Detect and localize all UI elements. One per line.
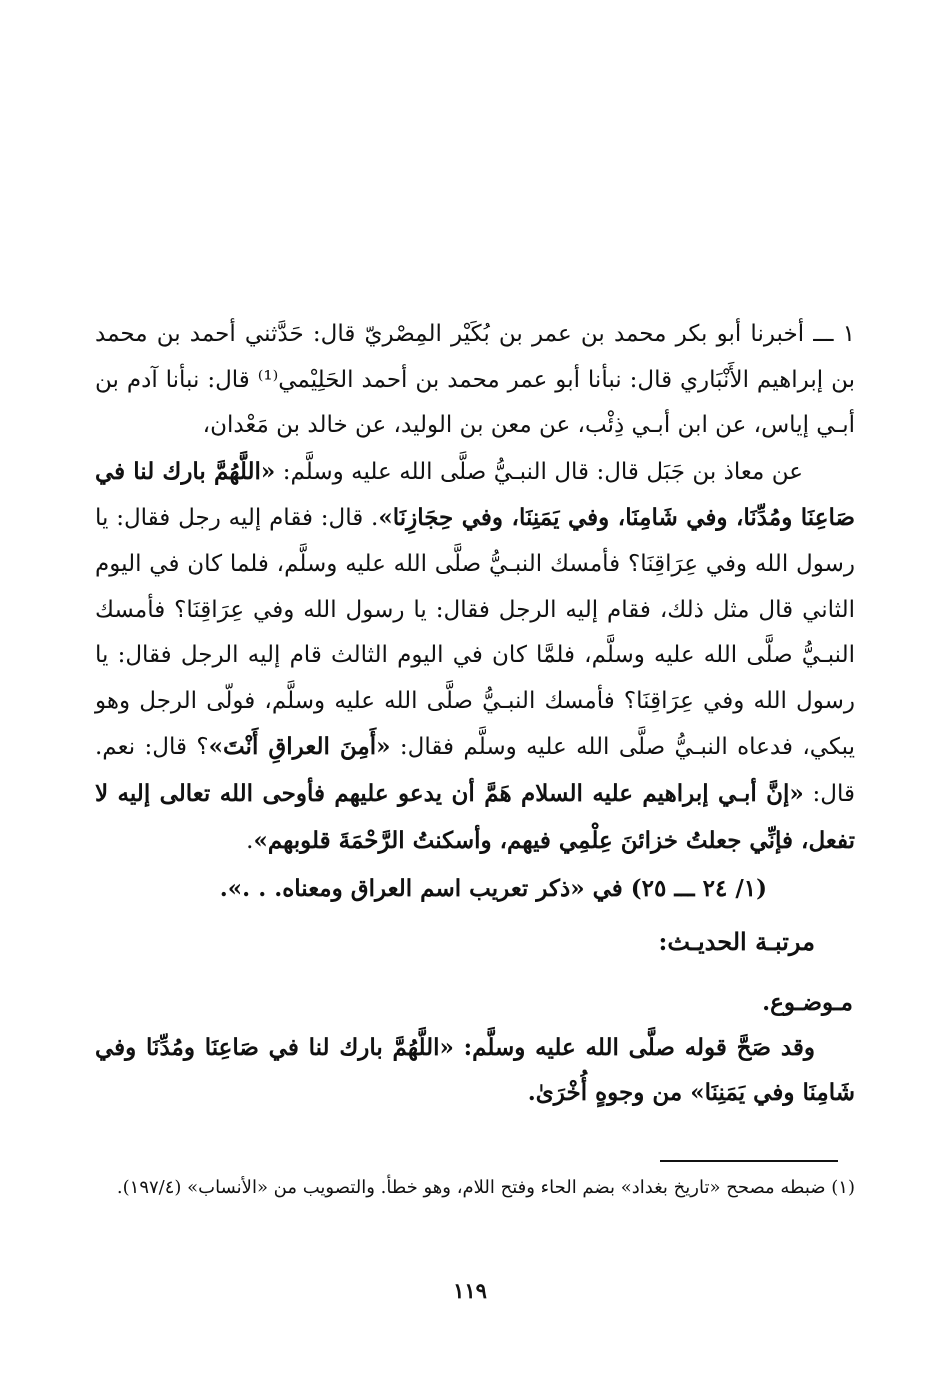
matn-intro: عن معاذ بن جَبَل قال: قال النبـيُّ صلَّى الله عليه وسلَّم: <box>275 458 804 485</box>
grade-heading: مرتبـة الحديـث: <box>658 927 815 957</box>
footnote-divider <box>660 1160 838 1162</box>
grade-note: وقد صَحَّ قوله صلَّى الله عليه وسلَّم: «اللَّهُمَّ بارك لنا في صَاعِنَا ومُدِّنَا وفي شَامِنَا وفي يَمَنِنَا» من وجوهٍ أُخْرَىٰ. <box>95 1034 855 1107</box>
hadith-matn <box>95 449 855 864</box>
matn-question: «أَمِنَ العراقِ أَنْتَ» <box>208 733 391 761</box>
hadith-isnad: ١ ـــ أخبرنا أبو بكر محمد بن عمر بن بُكَيْر المِصْريّ قال: حَدَّثني أحمد بن محمد بن إبراهيم الأَنْبَاري قال: نبأنا أبو عمر محمد بن أحمد الحَلِيْمي⁽¹⁾ قال: نبأنا آدم بن أبـي إياس، عن ابن أبـي ذِئْب، عن معن بن الوليد، عن خالد بن مَعْدان، <box>95 321 855 439</box>
page-body <box>95 312 855 1115</box>
matn-rest: . قال: فقام إليه رجل فقال: يا رسول الله وفي عِرَاقِنَا؟ فأمسك النبـيُّ صلَّى الله عليه وسلَّم، فلما كان في اليوم الثاني قال مثل ذلك، فقام إليه الرجل فقال: يا رسول الله وفي عِرَاقِنَا؟ فأمسك النبـيُّ صلَّى الله عليه وسلَّم، فلمَّا كان في اليوم الثالث قام إليه الرجل فقال: يا رسول الله وفي عِرَاقِنَا؟ فأمسك النبـيُّ صلَّى الله عليه وسلَّم، فولّى الرجل وهو يبكي، فدعاه النبـيُّ صلَّى الله عليه وسلَّم فقال: <box>95 505 856 761</box>
matn-end: . <box>246 827 254 854</box>
matn-prayer: «اللَّهُمَّ بارك لنا في صَاعِنَا ومُدِّنَا، وفي شَامِنَا، وفي يَمَنِنَا، وفي حِجَازِنَا» <box>95 457 856 532</box>
grade-verdict: مـوضـوع. <box>762 989 853 1017</box>
footnote: (١) ضبطه مصحح «تاريخ بغداد» بضم الحاء وفتح اللام، وهو خطأ. والتصويب من «الأنساب» (١٩٧/٤). <box>116 1177 855 1198</box>
matn-answer: ؟ قال: نعم. قال: <box>95 734 855 807</box>
source-reference: (١/ ٢٤ ـــ ٢٥) في «ذكر تعريب اسم العراق ومعناه. . .». <box>219 875 767 903</box>
matn-final: «إنَّ أبـي إبراهيم عليه السلام هَمَّ أن يدعو عليهم فأوحى الله تعالى إليه لا تفعل، فإنِّي جعلتُ خزائنَ عِلْمِي فيهم، وأسكنتُ الرَّحْمَةَ قلوبهم» <box>95 779 855 854</box>
page-number: ١١٩ <box>453 1278 487 1303</box>
